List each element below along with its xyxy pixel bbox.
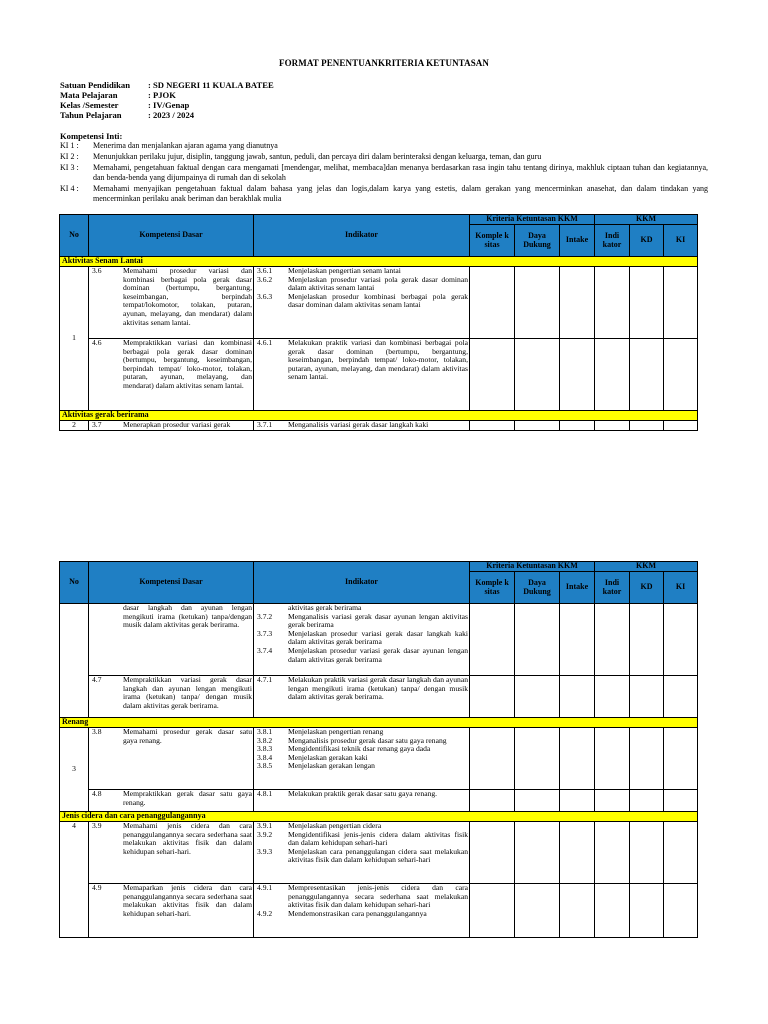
header-kkm: KKM (595, 562, 698, 572)
meta-row-satuan: Satuan Pendidikan : SD NEGERI 11 KUALA BATEE (60, 80, 274, 90)
header-kompetensi-dasar: Kompetensi Dasar (89, 215, 254, 257)
ki-item-3: KI 3 : Memahami, pengetahuan faktual dengan cara mengamati [mendengar, melihat, membaca]dan menanya berdasarkan rasa ingin tahu tentang dirinya, makhluk ciptaan tuhan dan kegiatannya, dan benda-benda yang dijumpainya di rumah dan di sekolah (60, 163, 708, 182)
indikator-cell: aktivitas gerak berirama 3.7.2 Menganalisis variasi gerak dasar ayunan lengan aktivitas gerak berirama 3.7.3 Menjelaskan prosedur variasi gerak dasar langkah kaki dalam aktivitas gerak berirama 3.7.4 Menjelaskan prosedur variasi gerak dasar ayunan lengan dalam aktivitas gerak berirama (254, 604, 470, 676)
kd-cell: 3.9 Memahami jenis cidera dan cara penanggulangannya secara sederhana saat melakukan aktivitas fisik dan dalam kehidupan sehari-hari. (89, 822, 254, 884)
section-cidera: Jenis cidera dan cara penanggulangannya (60, 812, 698, 822)
kd-cell: dasar langkah dan ayunan lengan mengikuti irama (ketukan) tanpa/dengan musik dalam aktivitas gerak berirama. (89, 604, 254, 676)
indikator-cell: 4.7.1 Melakukan praktik variasi gerak dasar langkah dan ayunan lengan mengikuti irama (ketukan) tanpa/ dengan musik dalam aktivitas gerak berirama. (254, 676, 470, 718)
header-no: No (60, 215, 89, 257)
section-renang: Renang (60, 718, 698, 728)
row-number: 2 (60, 421, 89, 431)
kkm-table-page2 (59, 561, 698, 938)
ki-item-2: KI 2 : Menunjukkan perilaku jujur, disiplin, tanggung jawab, santun, peduli, dan percaya diri dalam berinteraksi dengan keluarga, teman, dan guru (60, 152, 542, 161)
kd-cell: 4.6 Mempraktikkan variasi dan kombinasi berbagai pola gerak dasar dominan (bertumpu, bergantung, keseimbangan, berpindah tempat/ loko-motor, tolakan, putaran, ayunan, melayang, dan mendarat) dalam aktivitas senam lantai. (89, 339, 254, 411)
kd-cell: 3.6 Memahami prosedur variasi dan kombinasi berbagai pola gerak dasar dominan (bertumpu, bergantung, keseimbangan, berpindah tempat/lokomotor, tolakan, putaran, ayunan, melayang, dan mendarat) dalam aktivitas senam lantai. (89, 267, 254, 339)
indikator-cell: 3.8.1 Menjelaskan pengertian renang 3.8.2 Menganalisis prosedur gerak dasar satu gaya renang 3.8.3 Mengidentifikasi teknik dsar renang gaya dada 3.8.4 Menjelaskan gerakan kaki 3.8.5 Menjelaskan gerakan lengan (254, 728, 470, 790)
indikator-cell: 4.8.1 Melakukan praktik gerak dasar satu gaya renang. (254, 790, 470, 812)
header-kompleksitas: Komple k sitas (470, 572, 515, 604)
header-kompetensi-dasar: Kompetensi Dasar (89, 562, 254, 604)
kd-cell: 4.8 Mempraktikkan gerak dasar satu gaya renang. (89, 790, 254, 812)
kd-cell: 3.8 Memahami prosedur gerak dasar satu gaya renang. (89, 728, 254, 790)
header-kkm: KKM (595, 215, 698, 225)
document-title: FORMAT PENENTUANKRITERIA KETUNTASAN (278, 58, 490, 68)
indikator-cell: 3.7.1 Menganalisis variasi gerak dasar langkah kaki (254, 421, 470, 431)
meta-row-kelas: Kelas /Semester : IV/Genap (60, 100, 190, 110)
header-kriteria: Kriteria Ketuntasan KKM (470, 562, 595, 572)
header-ki: KI (664, 572, 698, 604)
header-intake: Intake (560, 572, 595, 604)
header-no: No (60, 562, 89, 604)
header-kd: KD (630, 225, 664, 257)
header-daya-dukung: Daya Dukung (515, 225, 560, 257)
row-number: 3 (60, 728, 89, 812)
indikator-cell: 3.9.1 Menjelaskan pengertian cidera 3.9.2 Mengidentifikasi jenis-jenis cidera dalam aktivitas fisik dan dalam kehidupan sehari-hari 3.9.3 Menjelaskan cara penanggulangan cidera saat melakukan aktivitas fisik dan dalam kehidupan sehari-hari (254, 822, 470, 884)
header-intake: Intake (560, 225, 595, 257)
kkm-table-page1 (59, 214, 698, 431)
meta-row-mapel: Mata Pelajaran : PJOK (60, 90, 176, 100)
header-indikator-short: Indi kator (595, 225, 630, 257)
ki-heading: Kompetensi Inti: (60, 131, 123, 141)
indikator-cell: 4.6.1 Melakukan praktik variasi dan kombinasi berbagai pola gerak dasar dominan (bertumpu, bergantung, keseimbangan, berpindah tempat/ loko-motor, tolakan, putaran, ayunan, melayang, dan mendarat) dalam aktivitas senam lantai. (254, 339, 470, 411)
section-gerak-berirama: Aktivitas gerak berirama (60, 411, 698, 421)
kd-cell: 4.9 Memaparkan jenis cidera dan cara penanggulangannya secara sederhana saat melakukan aktivitas fisik dan dalam kehidupan sehari-hari. (89, 884, 254, 938)
ki-item-4: KI 4 : Memahami menyajikan pengetahuan faktual dalam bahasa yang jelas dan logis,dalam karya yang estetis, dalam gerakan yang mencerminkan anasehat, dan dalam tindakan yang mencerminkan perilaku anak beriman dan berakhlak mulia (60, 184, 708, 203)
row-number: 4 (60, 822, 89, 938)
header-kompleksitas: Komple k sitas (470, 225, 515, 257)
header-kd: KD (630, 572, 664, 604)
kd-cell: 3.7 Menerapkan prosedur variasi gerak (89, 421, 254, 431)
meta-row-tahun: Tahun Pelajaran : 2023 / 2024 (60, 110, 195, 120)
header-kriteria: Kriteria Ketuntasan KKM (470, 215, 595, 225)
indikator-cell: 3.6.1 Menjelaskan pengertian senam lantai 3.6.2 Menjelaskan prosedur variasi pola gerak dasar dominan dalam aktivitas senam lantai 3.6.3 Menjelaskan prosedur kombinasi berbagai pola gerak dasar dominan dalam aktivitas senam lantai (254, 267, 470, 339)
row-number: 1 (60, 267, 89, 411)
section-senam-lantai: Aktivitas Senam Lantai (60, 257, 698, 267)
header-indikator-short: Indi kator (595, 572, 630, 604)
header-indikator: Indikator (254, 215, 470, 257)
indikator-cell: 4.9.1 Mempresentasikan jenis-jenis cidera dan cara penanggulangannya secara sederhana saat melakukan aktivitas fisik dan dalam kehidupan sehari-hari 4.9.2 Mendemonstrasikan cara penanggulangannya (254, 884, 470, 938)
kd-cell: 4.7 Mempraktikkan variasi gerak dasar langkah dan ayunan lengan mengikuti irama (ketukan) tanpa/ dengan musik dalam aktivitas gerak berirama. (89, 676, 254, 718)
ki-item-1: KI 1 : Menerima dan menjalankan ajaran agama yang dianutnya (60, 141, 278, 150)
header-daya-dukung: Daya Dukung (515, 572, 560, 604)
header-indikator: Indikator (254, 562, 470, 604)
header-ki: KI (664, 225, 698, 257)
